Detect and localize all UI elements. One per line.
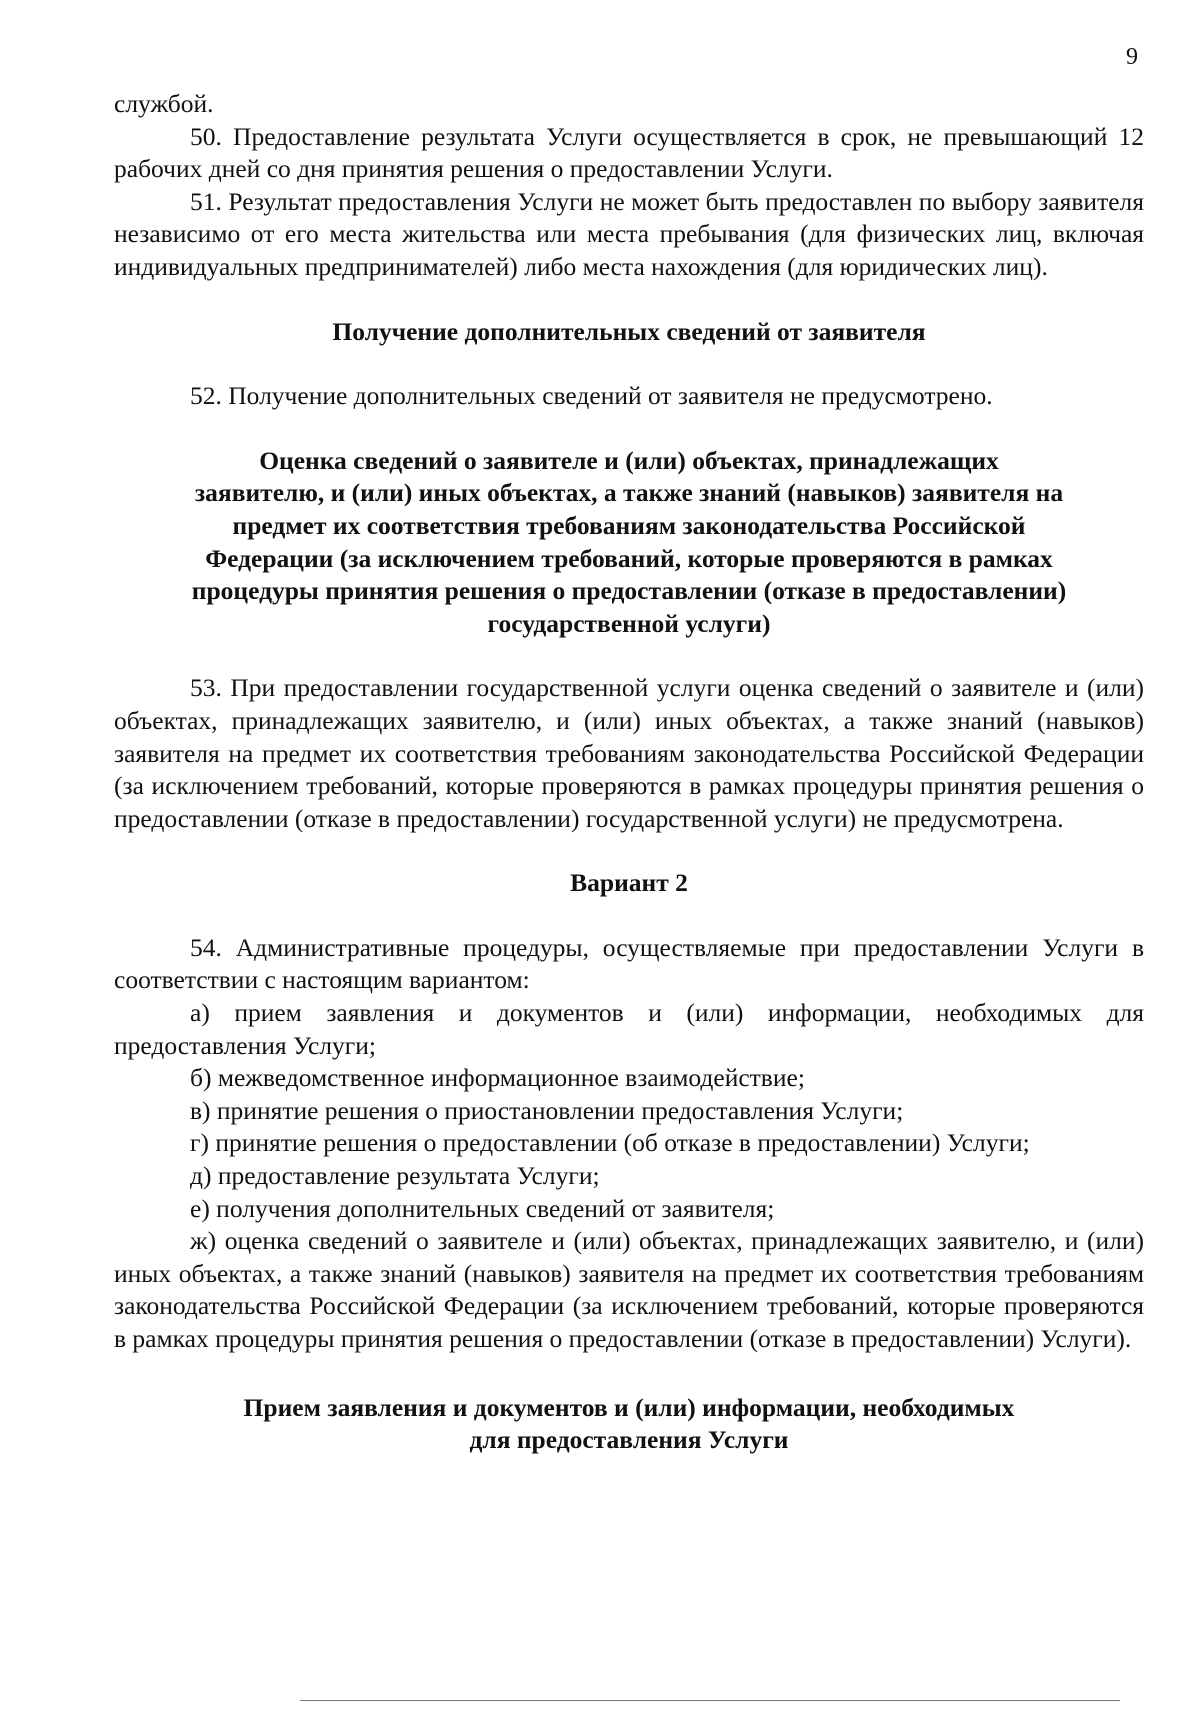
list-item-b: б) межведомственное информационное взаимодействие; [190,1063,805,1093]
section-heading-variant: Вариант 2 [570,868,688,898]
section-heading-reception [114,1392,1144,1457]
list-item-e: е) получения дополнительных сведений от заявителя; [190,1193,775,1223]
paragraph-50: 50. Предоставление результата Услуги осуществляется в срок, не превышающий 12 рабочих дней со дня принятия решения о предоставлении Услуги. [114,121,1144,184]
page-number: 9 [1126,44,1138,70]
paragraph-54: 54. Административные процедуры, осуществляемые при предоставлении Услуги в соответствии с настоящим вариантом: [114,932,1144,995]
heading-line: процедуры принятия решения о предоставлении (отказе в предоставлении) [191,576,1067,606]
list-item-g: г) принятие решения о предоставлении (об отказе в предоставлении) Услуги; [190,1128,1030,1158]
list-item-v: в) принятие решения о приостановлении предоставления Услуги; [190,1095,904,1125]
section-heading-assessment [114,445,1144,641]
paragraph-52: 52. Получение дополнительных сведений от заявителя не предусмотрено. [190,381,993,411]
list-item-zh: ж) оценка сведений о заявителе и (или) объектах, принадлежащих заявителю, и (или) иных объектах, а также знаний (навыков) заявителя на предмет их соответствия требованиям законодательства Российской Федерации (за исключением требований, которые проверяются в рамках процедуры принятия решения о предоставлении (отказе в предоставлении) Услуги). [114,1226,1144,1353]
heading-line: предмет их соответствия требованиям законодательства Российской [232,510,1026,540]
list-item-a: а) прием заявления и документов и (или) информации, необходимых для предоставления Услуги; [114,998,1144,1060]
paragraph-53: 53. При предоставлении государственной услуги оценка сведений о заявителе и (или) объектах, принадлежащих заявителю, и (или) иных объектах, а также знаний (навыков) заявителя на предмет их соответствия требованиям законодательства Российской Федерации (за исключением требований, которые проверяются в рамках процедуры принятия решения о предоставлении (отказе в предоставлении) государственной услуги) не предусмотрена. [114,673,1144,833]
paragraph-51: 51. Результат предоставления Услуги не может быть предоставлен по выбору заявителя независимо от его места жительства или места пребывания (для физических лиц, включая индивидуальных предпринимателей) либо места нахождения (для юридических лиц). [114,186,1144,281]
heading-line: Оценка сведений о заявителе и (или) объектах, принадлежащих [259,445,999,475]
scan-edge-line [300,1700,1120,1701]
heading-line: для предоставления Услуги [469,1425,789,1455]
list-item-d: д) предоставление результата Услуги; [190,1161,600,1191]
heading-line: Федерации (за исключением требований, которые проверяются в рамках [205,543,1053,573]
paragraph-continuation: службой. [114,89,214,118]
document-body [114,88,1144,1457]
heading-line: заявителю, и (или) иных объектах, а также знаний (навыков) заявителя на [194,478,1064,508]
heading-line: Прием заявления и документов и (или) информации, необходимых [243,1392,1015,1422]
heading-line: государственной услуги) [487,608,771,638]
section-heading-additional-info: Получение дополнительных сведений от заявителя [332,316,926,346]
